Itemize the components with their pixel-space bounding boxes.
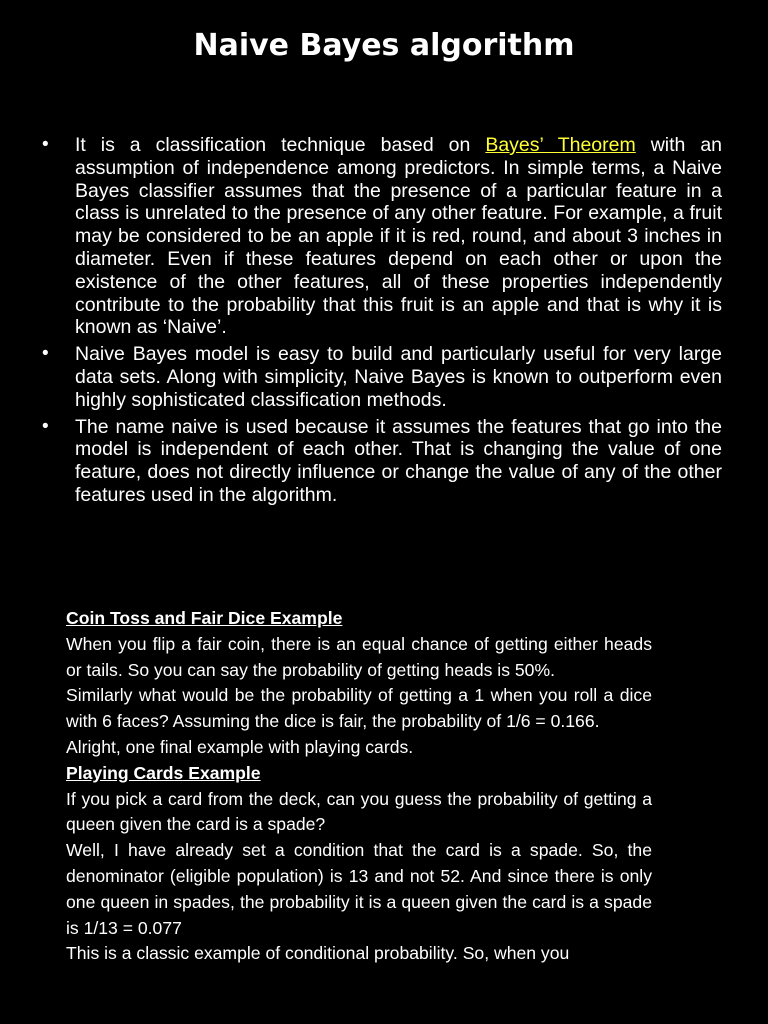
bullet-icon: • bbox=[42, 134, 49, 155]
bullet-1-text-start: It is a classification technique based on bbox=[75, 134, 486, 156]
bullet-1-text-end: with an assumption of independence among predictors. In simple terms, a Naive Bayes classifier assumes that the presence of a particular feature in a class is unrelated to the presence of any other feature. For example, a fruit may be considered to be an apple if it is red, round, and about 3 inches in diameter. Even if these features depend on each other or upon the existence of the other features, all of these properties independently contribute to the probability that this fruit is an apple and that is why it is known as ‘Naive’. bbox=[75, 134, 723, 339]
coin-dice-heading: Coin Toss and Fair Dice Example bbox=[66, 608, 343, 628]
playing-cards-heading: Playing Cards Example bbox=[66, 762, 261, 783]
coin-paragraph: When you flip a fair coin, there is an equal chance of getting either heads or tails. So you can say the probability of getting heads is 50%. bbox=[66, 633, 652, 680]
examples-section bbox=[66, 606, 652, 967]
cards-answer-paragraph: Well, I have already set a condition that the card is a spade. So, the denominator (eligible population) is 13 and not 52. And since there is only one queen in spades, the probability it is a queen given the card is a spade is 1/13 = 0.077 bbox=[66, 840, 652, 938]
bullet-2-text: Naive Bayes model is easy to build and particularly useful for very large data sets. Along with simplicity, Naive Bayes is known to outperform even highly sophisticated classification methods. bbox=[75, 343, 722, 411]
bullet-item-2 bbox=[40, 343, 722, 411]
cards-question-paragraph: If you pick a card from the deck, can you guess the probability of getting a queen given the card is a spade? bbox=[66, 788, 652, 835]
conditional-probability-paragraph: This is a classic example of conditional probability. So, when you bbox=[66, 943, 570, 964]
dice-paragraph: Similarly what would be the probability of getting a 1 when you roll a dice with 6 faces? Assuming the dice is fair, the probability of 1/6 = 0.166. bbox=[66, 685, 652, 732]
transition-paragraph: Alright, one final example with playing cards. bbox=[66, 736, 414, 757]
bullet-icon: • bbox=[42, 415, 49, 437]
bullet-icon: • bbox=[42, 343, 49, 365]
bullet-3-text: The name naive is used because it assumes the features that go into the model is independent of each other. That is changing the value of one feature, does not directly influence or change the value of any of the other features used in the algorithm. bbox=[75, 415, 722, 506]
bullet-item-1 bbox=[40, 134, 722, 339]
bullet-item-3 bbox=[40, 416, 722, 507]
page-title: Naive Bayes algorithm bbox=[193, 28, 575, 63]
bullet-list bbox=[40, 134, 722, 511]
bayes-theorem-link[interactable]: Bayes’ Theorem bbox=[485, 134, 636, 156]
